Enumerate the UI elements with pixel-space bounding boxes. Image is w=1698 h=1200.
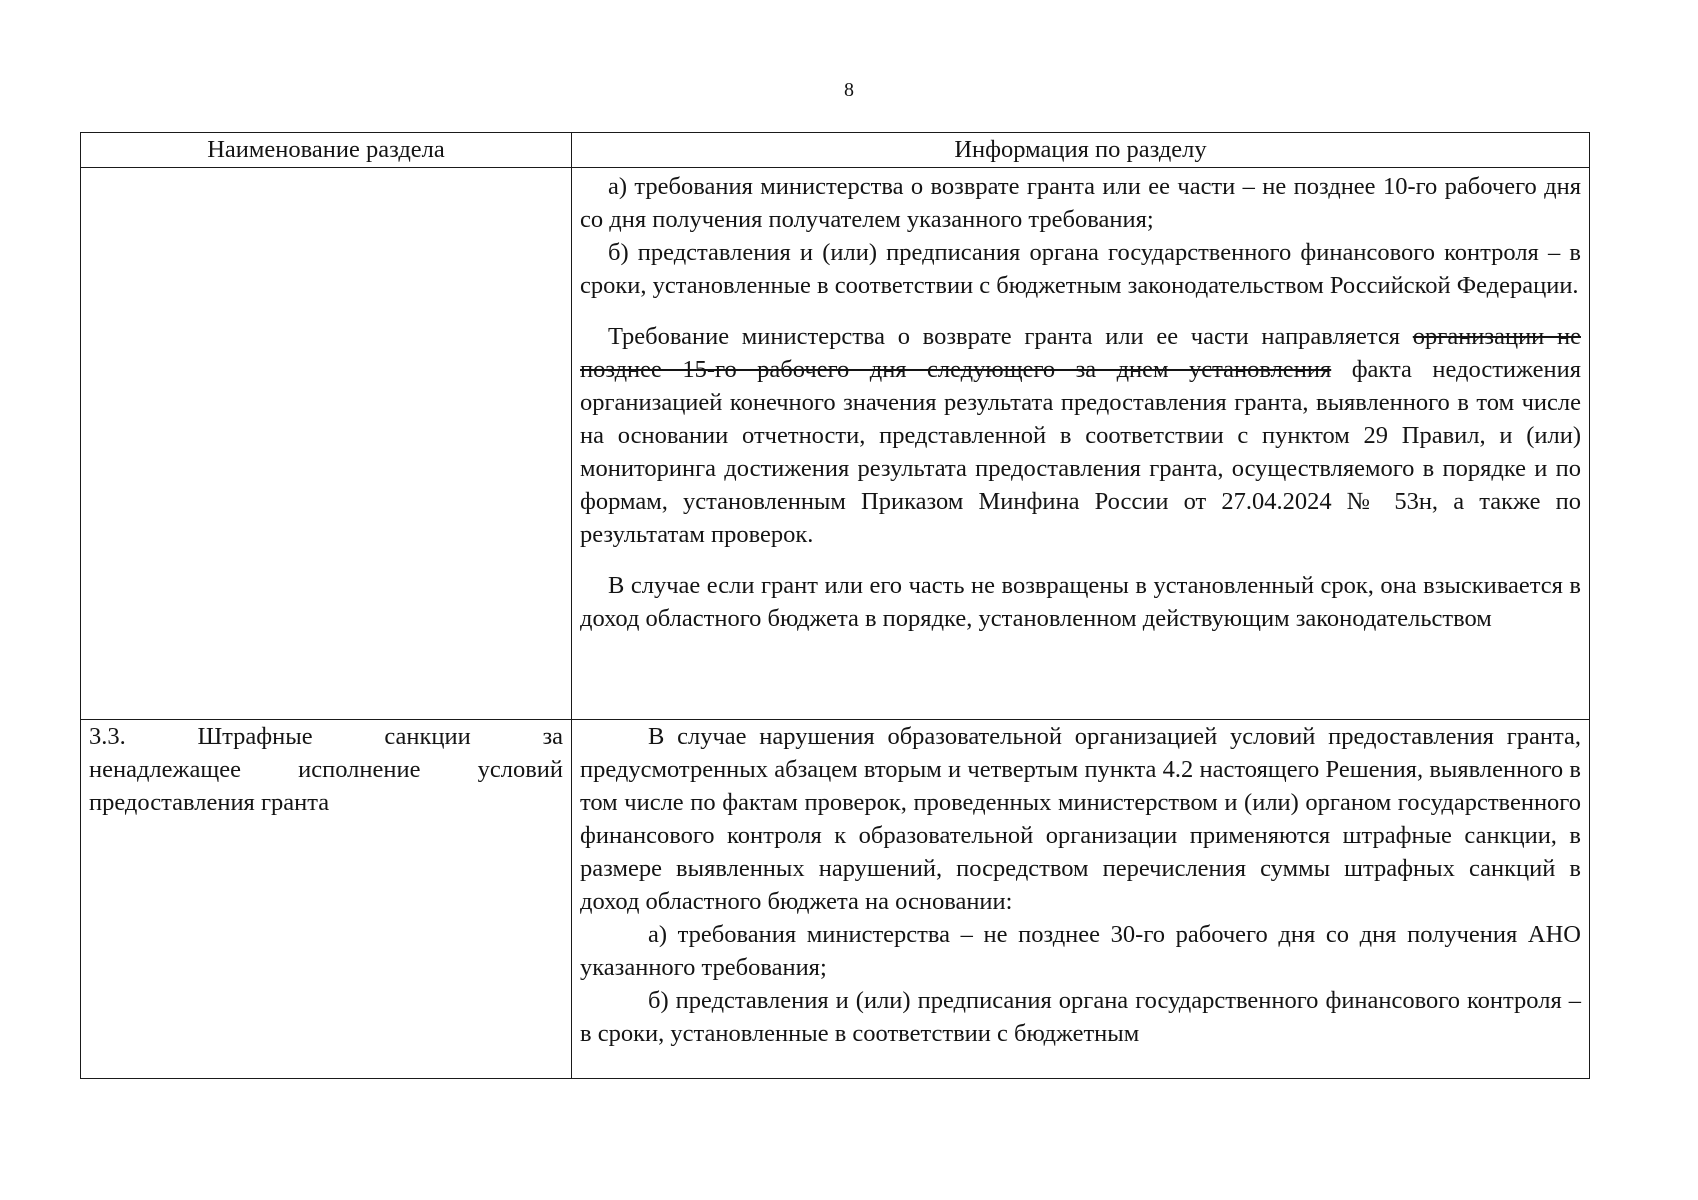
section-info-cell <box>572 168 1590 720</box>
table-row-continued <box>81 168 1590 720</box>
paragraph-sanctions-b: б) представления и (или) предписания органа государственного финансового контроля – в сроки, установленные в соответствии с бюджетным <box>580 987 1581 1047</box>
section-name-word-2: санкции <box>384 723 471 750</box>
section-info-table <box>80 132 1590 1079</box>
table-header-row <box>81 133 1590 168</box>
paragraph-return-demand <box>580 320 1581 551</box>
header-section-name: Наименование раздела <box>81 133 572 168</box>
paragraph-return-requirement-a: а) требования министерства о возврате гранта или ее части – не позднее 10-го рабочего дня со дня получения получателем указанного требования; <box>580 173 1581 233</box>
header-section-info: Информация по разделу <box>572 133 1590 168</box>
section-name-word-1: Штрафные <box>197 723 313 750</box>
paragraph-return-requirement-b: б) представления и (или) предписания органа государственного финансового контроля – в сроки, установленные в соответствии с бюджетным законодательством Российской Федерации. <box>580 239 1581 299</box>
paragraph-recovery: В случае если грант или его часть не возвращены в установленный срок, она взыскивается в доход областного бюджета в порядке, установленном действующим законодательством <box>580 572 1581 632</box>
paragraph-sanctions-a: а) требования министерства – не позднее 30-го рабочего дня со дня получения АНО указанного требования; <box>580 921 1581 981</box>
page-number: 8 <box>844 79 854 101</box>
section-name-word-3: за <box>542 723 563 750</box>
struck-through-text: организации не позднее 15-го рабочего дня следующего за днем установления <box>580 323 1581 383</box>
section-name-sanctions <box>89 720 563 819</box>
paragraph-return-demand-rest: факта недостижения организацией конечного значения результата предоставления гранта, выявленного в том числе на основании отчетности, представленной в соответствии с пунктом 29 Правил, и (или) мониторинга достижения результата предоставления гранта, осуществляемого в порядке и по формам, установленным Приказом Минфина России от 27.04.2024 № 53н, а также по результатам проверок. <box>580 356 1582 548</box>
section-info-cell-sanctions <box>572 720 1590 1079</box>
section-name-rest: ненадлежащее исполнение условий предоставления гранта <box>89 756 563 816</box>
table-row-sanctions <box>81 720 1590 1079</box>
section-name-cell-empty <box>81 168 572 720</box>
paragraph-return-demand-start: Требование министерства о возврате гранта или ее части направляется <box>608 323 1401 350</box>
paragraph-sanctions-main: В случае нарушения образовательной организацией условий предоставления гранта, предусмотренных абзацем вторым и четвертым пункта 4.2 настоящего Решения, выявленного в том числе по фактам проверок, проведенных министерством и (или) органом государственного финансового контроля к образовательной организации применяются штрафные санкции, в размере выявленных нарушений, посредством перечисления суммы штрафных санкций в доход областного бюджета на основании: <box>580 723 1581 915</box>
section-name-cell-sanctions <box>81 720 572 1079</box>
section-number: 3.3. <box>89 723 126 750</box>
